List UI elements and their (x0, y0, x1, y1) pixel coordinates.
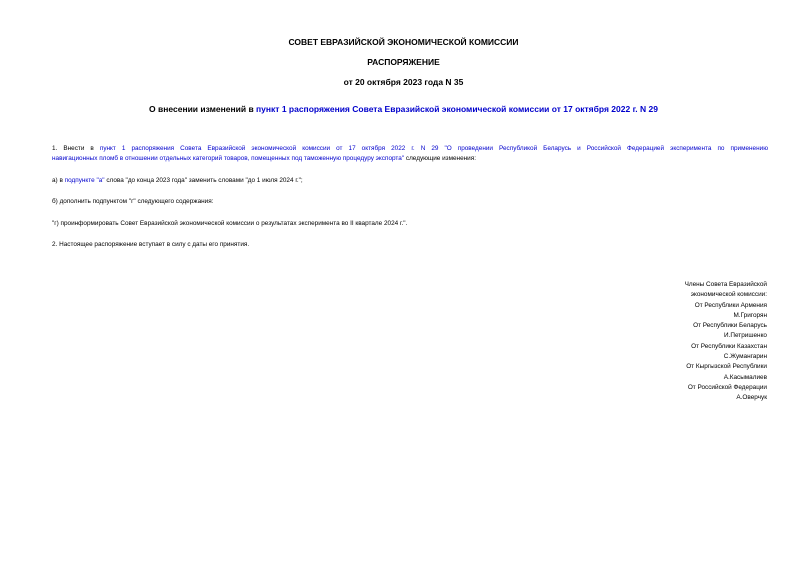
paragraph-1-prefix: 1. Внести в (52, 145, 100, 152)
document-type: РАСПОРЯЖЕНИЕ (367, 57, 440, 67)
paragraph-1-line-1 (40, 144, 768, 154)
document-date-number: от 20 октября 2023 года N 35 (343, 77, 464, 87)
subparagraph-b: б) дополнить подпунктом "г" следующего содержания: (52, 198, 214, 205)
subparagraph-a (52, 176, 780, 186)
signatory-line: От Республики Казахстан (691, 342, 767, 350)
title-reference-link[interactable]: пункт 1 распоряжения Совета Евразийской экономической комиссии от 17 октября 2022 г. N 29 (256, 104, 658, 114)
signatory-line: От Российской Федерации (687, 383, 767, 391)
paragraph-2: 2. Настоящее распоряжение вступает в силу с даты его принятия. (52, 241, 250, 248)
title-prefix: О внесении изменений в (149, 104, 257, 114)
subparagraph-a-suffix: слова "до конца 2023 года" заменить словами "до 1 июля 2024 г."; (104, 177, 303, 184)
subparagraph-a-prefix: а) в (52, 177, 65, 184)
paragraph-1-reference-link-continued[interactable]: навигационных пломб в отношении отдельных категорий товаров, помещенных под таможенную процедуру экспорта" (52, 155, 405, 162)
subparagraph-g-text: "г) проинформировать Совет Евразийской экономической комиссии о результатах эксперимента во II квартале 2024 г.". (52, 220, 408, 227)
paragraph-1-line-2 (40, 154, 768, 164)
signatory-line: С.Жумангарин (723, 353, 767, 361)
signatories-heading-1: Члены Совета Евразийской (684, 281, 767, 288)
signatory-line: А.Оверчук (736, 394, 767, 402)
paragraph-1 (40, 144, 768, 164)
paragraph-1-suffix: следующие изменения: (404, 155, 476, 162)
subparagraph-a-link[interactable]: подпункте "а" (64, 177, 105, 184)
signatory-line: М.Григорян (733, 311, 767, 319)
signatory-line: От Республики Армения (694, 301, 767, 309)
issuing-organization: СОВЕТ ЕВРАЗИЙСКОЙ ЭКОНОМИЧЕСКОЙ КОМИССИИ (288, 37, 519, 47)
signatories-block (567, 280, 767, 404)
document-title (0, 104, 807, 114)
signatory-line: От Республики Беларусь (693, 322, 767, 330)
signatory-line: От Кыргызской Республики (686, 363, 767, 371)
signatories-heading-2: экономической комиссии: (690, 291, 767, 299)
signatory-line: А.Касымалиев (723, 373, 767, 381)
paragraph-1-reference-link[interactable]: пункт 1 распоряжения Совета Евразийской экономической комиссии от 17 октября 2022 г. N 29 "О проведении Республикой Беларусь и Российской Федерацией эксперимента по применению (99, 145, 769, 152)
signatory-line: И.Петришенко (724, 332, 767, 340)
